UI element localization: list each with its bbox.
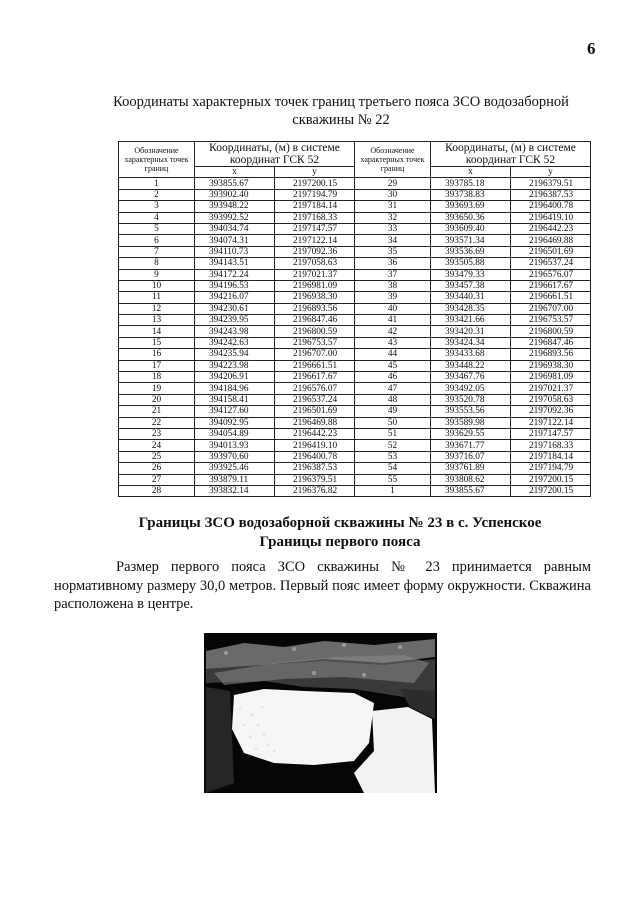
left-x-value-cell: 394223.98 (195, 360, 275, 371)
right-y-value-cell: 2196469.88 (511, 235, 591, 246)
table-row (119, 292, 591, 303)
header-coords-right: Координаты, (м) в системе координат ГСК 52 (431, 142, 591, 167)
left-point-number-cell: 17 (119, 360, 195, 371)
right-x-value-cell: 393492.05 (431, 383, 511, 394)
right-y-value-cell: 2197122.14 (511, 417, 591, 428)
table-row (119, 178, 591, 189)
right-y-value-cell: 2196576.07 (511, 269, 591, 280)
table-row (119, 280, 591, 291)
left-y-value-cell: 2197058.63 (275, 258, 355, 269)
left-y-value-cell: 2196469.88 (275, 417, 355, 428)
right-point-number-cell: 31 (355, 201, 431, 212)
left-x-value-cell: 394074.31 (195, 235, 275, 246)
left-point-number-cell: 21 (119, 406, 195, 417)
right-x-value-cell: 393738.83 (431, 189, 511, 200)
right-y-value-cell: 2197147.57 (511, 428, 591, 439)
left-x-value-cell: 393948.22 (195, 201, 275, 212)
right-point-number-cell: 51 (355, 428, 431, 439)
left-y-value-cell: 2196847.46 (275, 315, 355, 326)
right-y-value-cell: 2197194.79 (511, 463, 591, 474)
left-x-value-cell: 394239.95 (195, 315, 275, 326)
left-x-value-cell: 393925.46 (195, 463, 275, 474)
left-point-number-cell: 16 (119, 349, 195, 360)
left-x-value-cell: 394054.89 (195, 428, 275, 439)
right-y-value-cell: 2196753.57 (511, 315, 591, 326)
right-y-value-cell: 2196981.09 (511, 372, 591, 383)
header-y-left: у (275, 167, 355, 178)
left-x-value-cell: 394230.61 (195, 303, 275, 314)
table-row (119, 337, 591, 348)
right-y-value-cell: 2197168.33 (511, 440, 591, 451)
left-y-value-cell: 2196981.09 (275, 280, 355, 291)
coordinates-table (118, 141, 591, 497)
right-point-number-cell: 41 (355, 315, 431, 326)
section-title (90, 514, 590, 552)
left-point-number-cell: 15 (119, 337, 195, 348)
table-row (119, 394, 591, 405)
left-point-number-cell: 12 (119, 303, 195, 314)
right-y-value-cell: 2197058.63 (511, 394, 591, 405)
left-point-number-cell: 28 (119, 485, 195, 496)
right-y-value-cell: 2196893.56 (511, 349, 591, 360)
left-y-value-cell: 2197147.57 (275, 223, 355, 234)
right-y-value-cell: 2197200.15 (511, 474, 591, 485)
header-coords-left: Координаты, (м) в системе координат ГСК 52 (195, 142, 355, 167)
right-point-number-cell: 1 (355, 485, 431, 496)
table-row (119, 189, 591, 200)
left-point-number-cell: 8 (119, 258, 195, 269)
aerial-photo (204, 633, 437, 793)
right-y-value-cell: 2196707.00 (511, 303, 591, 314)
right-point-number-cell: 54 (355, 463, 431, 474)
coordinates-table-body (119, 178, 591, 497)
left-y-value-cell: 2196419.10 (275, 440, 355, 451)
left-y-value-cell: 2196938.30 (275, 292, 355, 303)
right-x-value-cell: 393428.35 (431, 303, 511, 314)
table-row (119, 235, 591, 246)
section-title-line-2: Границы первого пояса (259, 534, 421, 550)
left-x-value-cell: 394172.24 (195, 269, 275, 280)
left-x-value-cell: 394216.07 (195, 292, 275, 303)
left-x-value-cell: 394235.94 (195, 349, 275, 360)
left-y-value-cell: 2196400.78 (275, 451, 355, 462)
right-point-number-cell: 46 (355, 372, 431, 383)
right-y-value-cell: 2196501.69 (511, 246, 591, 257)
table-row (119, 428, 591, 439)
left-x-value-cell: 394184.96 (195, 383, 275, 394)
left-point-number-cell: 9 (119, 269, 195, 280)
right-point-number-cell: 52 (355, 440, 431, 451)
right-point-number-cell: 49 (355, 406, 431, 417)
left-y-value-cell: 2196501.69 (275, 406, 355, 417)
section-paragraph: Размер первого пояса ЗСО скважины № 23 принимается равным нормативному размеру 30,0 метров. Первый пояс имеет форму окружности. Скважина расположена в центре. (54, 559, 591, 612)
right-point-number-cell: 42 (355, 326, 431, 337)
table-row (119, 258, 591, 269)
right-y-value-cell: 2197184.14 (511, 451, 591, 462)
left-y-value-cell: 2196442.23 (275, 428, 355, 439)
right-y-value-cell: 2197092.36 (511, 406, 591, 417)
left-point-number-cell: 6 (119, 235, 195, 246)
right-point-number-cell: 48 (355, 394, 431, 405)
left-x-value-cell: 394013.93 (195, 440, 275, 451)
right-x-value-cell: 393808.62 (431, 474, 511, 485)
right-x-value-cell: 393609.40 (431, 223, 511, 234)
left-x-value-cell: 393855.67 (195, 178, 275, 189)
left-y-value-cell: 2196387.53 (275, 463, 355, 474)
left-point-number-cell: 14 (119, 326, 195, 337)
right-x-value-cell: 393448.22 (431, 360, 511, 371)
section-title-line-1: Границы ЗСО водозаборной скважины № 23 в с. Успенское (138, 515, 542, 531)
table-row (119, 360, 591, 371)
table-row (119, 485, 591, 496)
right-y-value-cell: 2197200.15 (511, 485, 591, 496)
table-row (119, 269, 591, 280)
page-number: 6 (587, 39, 596, 58)
right-x-value-cell: 393761.89 (431, 463, 511, 474)
left-y-value-cell: 2197184.14 (275, 201, 355, 212)
right-point-number-cell: 36 (355, 258, 431, 269)
left-point-number-cell: 19 (119, 383, 195, 394)
left-y-value-cell: 2197194.79 (275, 189, 355, 200)
table-row (119, 212, 591, 223)
left-x-value-cell: 393879.11 (195, 474, 275, 485)
left-y-value-cell: 2196753.57 (275, 337, 355, 348)
right-point-number-cell: 39 (355, 292, 431, 303)
left-y-value-cell: 2196661.51 (275, 360, 355, 371)
table-title: Координаты характерных точек границ третьего пояса ЗСО водозаборной скважины № 22 (113, 94, 569, 128)
left-point-number-cell: 2 (119, 189, 195, 200)
left-y-value-cell: 2196379.51 (275, 474, 355, 485)
right-y-value-cell: 2196847.46 (511, 337, 591, 348)
left-x-value-cell: 394110.73 (195, 246, 275, 257)
right-y-value-cell: 2196400.78 (511, 201, 591, 212)
left-x-value-cell: 394196.53 (195, 280, 275, 291)
left-point-number-cell: 1 (119, 178, 195, 189)
table-row (119, 474, 591, 485)
left-x-value-cell: 394206.91 (195, 372, 275, 383)
left-point-number-cell: 13 (119, 315, 195, 326)
table-row (119, 372, 591, 383)
left-point-number-cell: 24 (119, 440, 195, 451)
right-x-value-cell: 393629.55 (431, 428, 511, 439)
left-y-value-cell: 2196707.00 (275, 349, 355, 360)
table-row (119, 246, 591, 257)
right-x-value-cell: 393571.34 (431, 235, 511, 246)
left-x-value-cell: 393902.40 (195, 189, 275, 200)
header-y-right: у (511, 167, 591, 178)
right-x-value-cell: 393536.69 (431, 246, 511, 257)
left-point-number-cell: 18 (119, 372, 195, 383)
right-y-value-cell: 2196387.53 (511, 189, 591, 200)
left-y-value-cell: 2196376.82 (275, 485, 355, 496)
right-x-value-cell: 393421.66 (431, 315, 511, 326)
right-point-number-cell: 30 (355, 189, 431, 200)
right-point-number-cell: 50 (355, 417, 431, 428)
right-point-number-cell: 47 (355, 383, 431, 394)
right-y-value-cell: 2196800.59 (511, 326, 591, 337)
header-x-left: х (195, 167, 275, 178)
header-point-left: Обозначение характерных точек границ (119, 142, 195, 178)
table-row (119, 201, 591, 212)
left-point-number-cell: 22 (119, 417, 195, 428)
left-y-value-cell: 2197092.36 (275, 246, 355, 257)
header-x-right: х (431, 167, 511, 178)
right-x-value-cell: 393433.68 (431, 349, 511, 360)
left-point-number-cell: 10 (119, 280, 195, 291)
right-x-value-cell: 393520.78 (431, 394, 511, 405)
table-row (119, 315, 591, 326)
right-x-value-cell: 393467.76 (431, 372, 511, 383)
left-y-value-cell: 2196537.24 (275, 394, 355, 405)
left-point-number-cell: 4 (119, 212, 195, 223)
right-point-number-cell: 55 (355, 474, 431, 485)
table-row (119, 417, 591, 428)
left-x-value-cell: 394243.98 (195, 326, 275, 337)
table-row (119, 451, 591, 462)
left-point-number-cell: 27 (119, 474, 195, 485)
left-x-value-cell: 394242.63 (195, 337, 275, 348)
left-point-number-cell: 20 (119, 394, 195, 405)
right-x-value-cell: 393589.98 (431, 417, 511, 428)
right-point-number-cell: 40 (355, 303, 431, 314)
left-x-value-cell: 394143.51 (195, 258, 275, 269)
right-x-value-cell: 393716.07 (431, 451, 511, 462)
left-x-value-cell: 394034.74 (195, 223, 275, 234)
left-point-number-cell: 3 (119, 201, 195, 212)
left-point-number-cell: 11 (119, 292, 195, 303)
right-y-value-cell: 2196442.23 (511, 223, 591, 234)
left-y-value-cell: 2196576.07 (275, 383, 355, 394)
left-x-value-cell: 394127.60 (195, 406, 275, 417)
left-point-number-cell: 26 (119, 463, 195, 474)
left-point-number-cell: 7 (119, 246, 195, 257)
left-x-value-cell: 393992.52 (195, 212, 275, 223)
left-x-value-cell: 394158.41 (195, 394, 275, 405)
right-x-value-cell: 393479.33 (431, 269, 511, 280)
right-point-number-cell: 45 (355, 360, 431, 371)
left-y-value-cell: 2197021.37 (275, 269, 355, 280)
right-x-value-cell: 393457.38 (431, 280, 511, 291)
left-point-number-cell: 23 (119, 428, 195, 439)
right-y-value-cell: 2196661.51 (511, 292, 591, 303)
left-y-value-cell: 2197122.14 (275, 235, 355, 246)
table-row (119, 463, 591, 474)
right-x-value-cell: 393671.77 (431, 440, 511, 451)
right-point-number-cell: 33 (355, 223, 431, 234)
table-row (119, 223, 591, 234)
right-point-number-cell: 37 (355, 269, 431, 280)
right-point-number-cell: 35 (355, 246, 431, 257)
table-row (119, 406, 591, 417)
right-x-value-cell: 393440.31 (431, 292, 511, 303)
right-point-number-cell: 53 (355, 451, 431, 462)
table-row (119, 440, 591, 451)
left-x-value-cell: 393970.60 (195, 451, 275, 462)
header-point-right: Обозначение характерных точек границ (355, 142, 431, 178)
table-row (119, 349, 591, 360)
right-x-value-cell: 393420.31 (431, 326, 511, 337)
right-point-number-cell: 44 (355, 349, 431, 360)
table-row (119, 326, 591, 337)
right-y-value-cell: 2197021.37 (511, 383, 591, 394)
right-point-number-cell: 29 (355, 178, 431, 189)
right-x-value-cell: 393693.69 (431, 201, 511, 212)
right-x-value-cell: 393505.88 (431, 258, 511, 269)
left-y-value-cell: 2197200.15 (275, 178, 355, 189)
left-y-value-cell: 2196893.56 (275, 303, 355, 314)
right-point-number-cell: 38 (355, 280, 431, 291)
right-x-value-cell: 393553.56 (431, 406, 511, 417)
right-x-value-cell: 393650.36 (431, 212, 511, 223)
right-y-value-cell: 2196617.67 (511, 280, 591, 291)
left-y-value-cell: 2196800.59 (275, 326, 355, 337)
right-y-value-cell: 2196938.30 (511, 360, 591, 371)
table-row (119, 303, 591, 314)
left-point-number-cell: 25 (119, 451, 195, 462)
right-y-value-cell: 2196379.51 (511, 178, 591, 189)
left-y-value-cell: 2197168.33 (275, 212, 355, 223)
left-x-value-cell: 394092.95 (195, 417, 275, 428)
right-y-value-cell: 2196419.10 (511, 212, 591, 223)
aerial-photo-image (204, 633, 437, 793)
right-x-value-cell: 393855.67 (431, 485, 511, 496)
left-point-number-cell: 5 (119, 223, 195, 234)
right-x-value-cell: 393424.34 (431, 337, 511, 348)
table-row (119, 383, 591, 394)
right-point-number-cell: 32 (355, 212, 431, 223)
right-y-value-cell: 2196537.24 (511, 258, 591, 269)
right-point-number-cell: 34 (355, 235, 431, 246)
right-point-number-cell: 43 (355, 337, 431, 348)
right-x-value-cell: 393785.18 (431, 178, 511, 189)
left-x-value-cell: 393832.14 (195, 485, 275, 496)
left-y-value-cell: 2196617.67 (275, 372, 355, 383)
